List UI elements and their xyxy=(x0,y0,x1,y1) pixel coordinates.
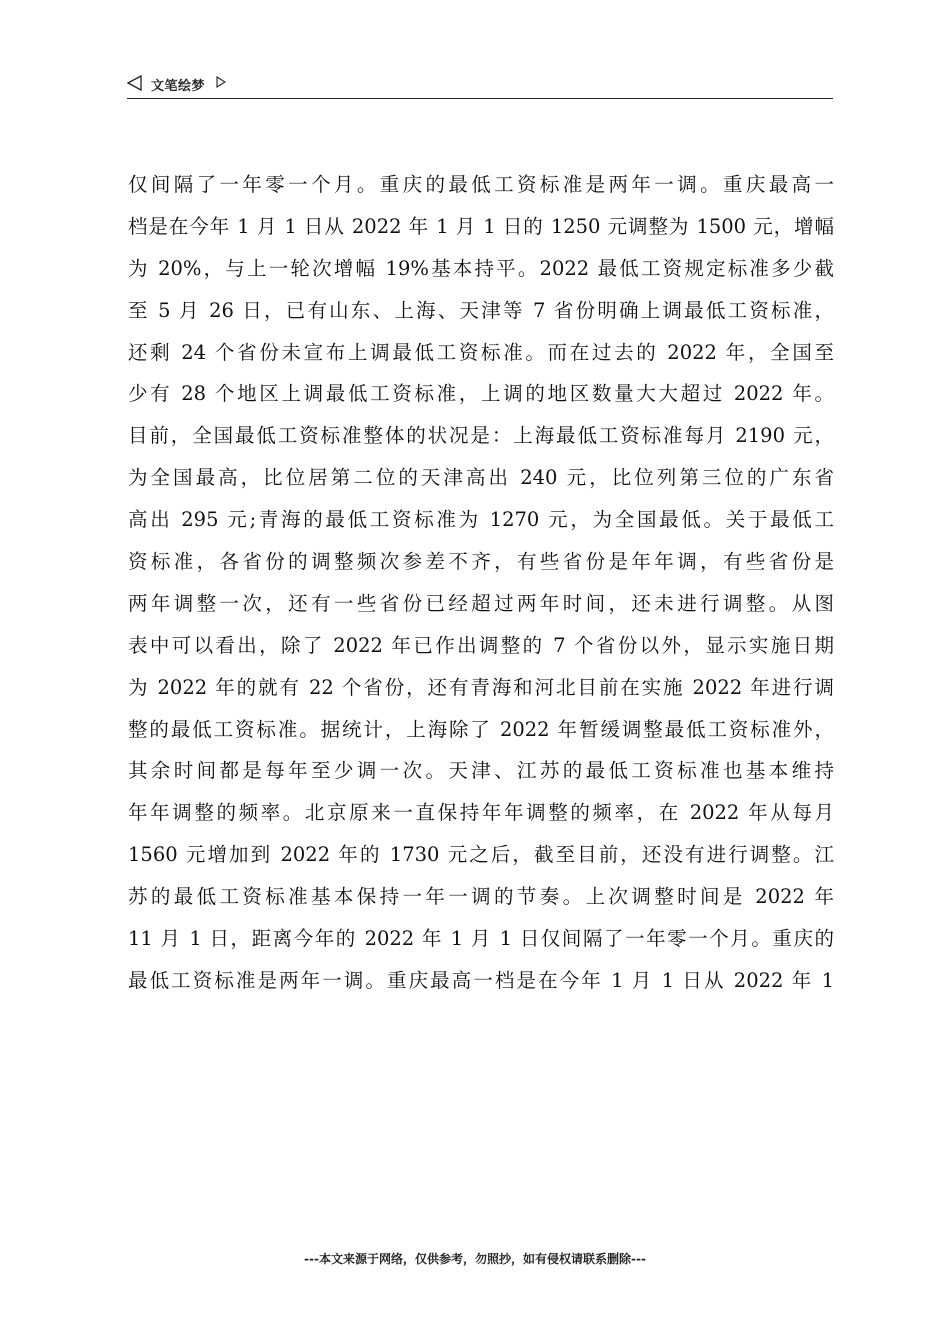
text-line: 至 5 月 26 日，已有山东、上海、天津等 7 省份明确上调最低工资标准， xyxy=(128,298,834,322)
text-line: 1560 元增加到 2022 年的 1730 元之后，截至目前，还没有进行调整。江 xyxy=(128,843,834,867)
text-line: 为 20%，与上一轮次增幅 19%基本持平。2022 最低工资规定标准多少截 xyxy=(128,256,834,280)
text-line: 还剩 24 个省份未宣布上调最低工资标准。而在过去的 2022 年，全国至 xyxy=(128,340,834,364)
text-line: 11 月 1 日，距离今年的 2022 年 1 月 1 日仅间隔了一年零一个月。重庆的 xyxy=(128,927,834,951)
page-header xyxy=(127,72,833,99)
text-line: 为全国最高，比位居第二位的天津高出 240 元，比位列第三位的广东省 xyxy=(128,466,834,490)
brand-title: 文笔绘梦 xyxy=(151,79,206,94)
text-line: 仅间隔了一年零一个月。重庆的最低工资标准是两年一调。重庆最高一 xyxy=(128,173,834,196)
text-line: 苏的最低工资标准基本保持一年一调的节奏。上次调整时间是 2022 年 xyxy=(128,885,834,909)
triangle-right-icon xyxy=(216,76,226,88)
text-line: 整的最低工资标准。据统计，上海除了 2022 年暂缓调整最低工资标准外， xyxy=(128,717,834,741)
text-line: 两年调整一次，还有一些省份已经超过两年时间，还未进行调整。从图 xyxy=(128,591,834,615)
triangle-left-icon xyxy=(127,75,143,91)
text-line: 目前，全国最低工资标准整体的状况是：上海最低工资标准每月 2190 元， xyxy=(128,424,834,448)
text-line: 最低工资标准是两年一调。重庆最高一档是在今年 1 月 1 日从 2022 年 1 xyxy=(128,968,834,992)
footer-disclaimer: ---本文来源于网络，仅供参考，勿照抄，如有侵权请联系删除--- xyxy=(304,1252,646,1266)
text-line: 少有 28 个地区上调最低工资标准，上调的地区数量大大超过 2022 年。 xyxy=(128,382,834,406)
body-text xyxy=(128,164,834,1002)
text-line: 其余时间都是每年至少调一次。天津、江苏的最低工资标准也基本维持 xyxy=(128,759,834,783)
text-line: 资标准，各省份的调整频次参差不齐，有些省份是年年调，有些省份是 xyxy=(128,550,834,574)
text-line: 档是在今年 1 月 1 日从 2022 年 1 月 1 日的 1250 元调整为 1500 元，增幅 xyxy=(128,214,834,238)
text-line: 年年调整的频率。北京原来一直保持年年调整的频率，在 2022 年从每月 xyxy=(128,801,834,825)
text-line: 高出 295 元;青海的最低工资标准为 1270 元，为全国最低。关于最低工 xyxy=(128,508,834,532)
text-line: 表中可以看出，除了 2022 年已作出调整的 7 个省份以外，显示实施日期 xyxy=(128,633,834,657)
text-line: 为 2022 年的就有 22 个省份，还有青海和河北目前在实施 2022 年进行调 xyxy=(128,675,834,699)
